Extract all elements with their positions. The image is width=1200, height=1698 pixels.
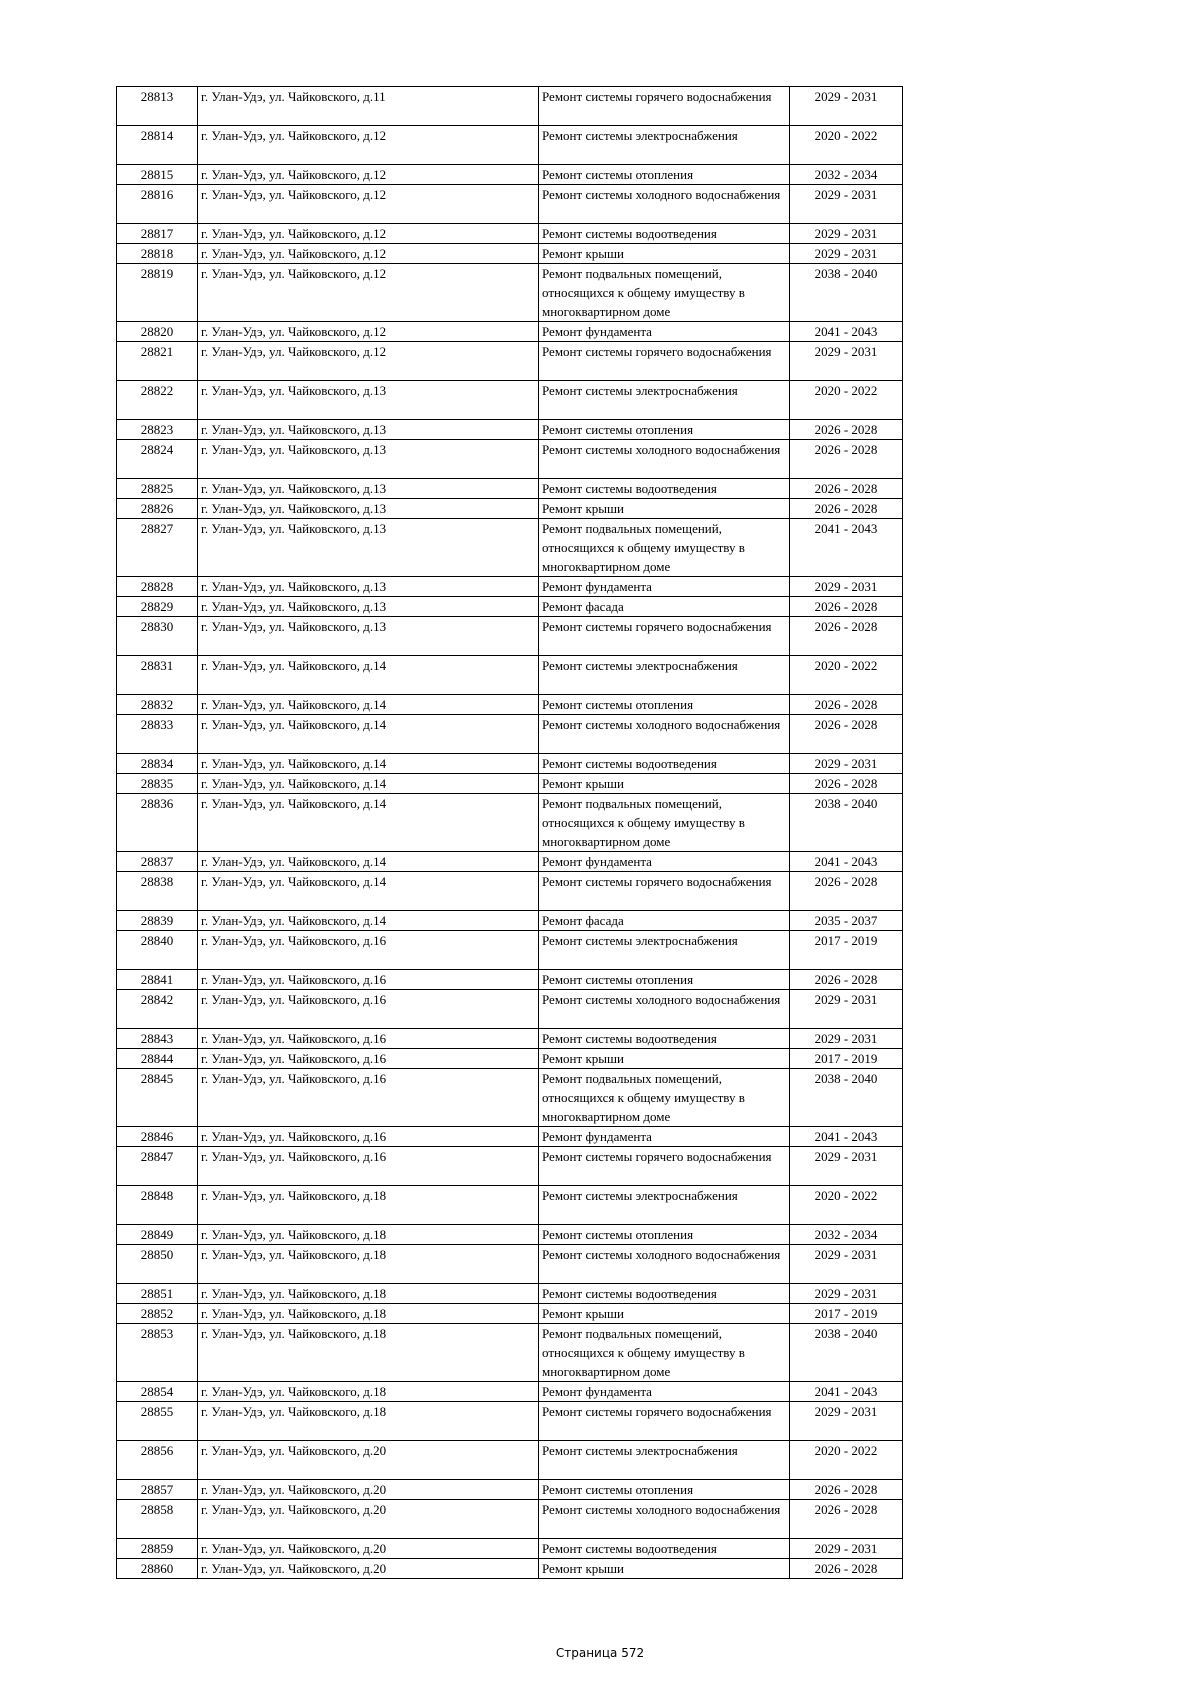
work-type-cell: Ремонт системы горячего водоснабжения bbox=[539, 1402, 790, 1441]
row-number-cell: 28844 bbox=[117, 1049, 198, 1069]
row-number-cell: 28853 bbox=[117, 1324, 198, 1382]
address-cell: г. Улан-Удэ, ул. Чайковского, д.18 bbox=[198, 1225, 539, 1245]
work-type-cell: Ремонт системы отопления bbox=[539, 695, 790, 715]
address-cell: г. Улан-Удэ, ул. Чайковского, д.18 bbox=[198, 1382, 539, 1402]
table-row bbox=[117, 1225, 903, 1245]
row-number-cell: 28854 bbox=[117, 1382, 198, 1402]
row-number-cell: 28837 bbox=[117, 852, 198, 872]
period-cell: 2017 - 2019 bbox=[790, 1304, 903, 1324]
work-type-cell: Ремонт системы холодного водоснабжения bbox=[539, 1245, 790, 1284]
table-row bbox=[117, 1147, 903, 1186]
work-type-cell: Ремонт фасада bbox=[539, 597, 790, 617]
table-row bbox=[117, 1441, 903, 1480]
period-cell: 2026 - 2028 bbox=[790, 617, 903, 656]
table-row bbox=[117, 224, 903, 244]
table-row bbox=[117, 872, 903, 911]
row-number-cell: 28851 bbox=[117, 1284, 198, 1304]
table-row bbox=[117, 695, 903, 715]
period-cell: 2041 - 2043 bbox=[790, 519, 903, 577]
repair-schedule-table bbox=[116, 86, 903, 1579]
period-cell: 2020 - 2022 bbox=[790, 381, 903, 420]
work-type-cell: Ремонт системы горячего водоснабжения bbox=[539, 87, 790, 126]
address-cell: г. Улан-Удэ, ул. Чайковского, д.12 bbox=[198, 126, 539, 165]
address-cell: г. Улан-Удэ, ул. Чайковского, д.16 bbox=[198, 1127, 539, 1147]
row-number-cell: 28816 bbox=[117, 185, 198, 224]
address-cell: г. Улан-Удэ, ул. Чайковского, д.13 bbox=[198, 440, 539, 479]
table-row bbox=[117, 754, 903, 774]
period-cell: 2032 - 2034 bbox=[790, 1225, 903, 1245]
work-type-cell: Ремонт системы электроснабжения bbox=[539, 1186, 790, 1225]
period-cell: 2029 - 2031 bbox=[790, 342, 903, 381]
address-cell: г. Улан-Удэ, ул. Чайковского, д.20 bbox=[198, 1441, 539, 1480]
address-cell: г. Улан-Удэ, ул. Чайковского, д.14 bbox=[198, 695, 539, 715]
table-row bbox=[117, 1324, 903, 1382]
table-row bbox=[117, 1186, 903, 1225]
table-row bbox=[117, 656, 903, 695]
work-type-cell: Ремонт системы горячего водоснабжения bbox=[539, 1147, 790, 1186]
table-row bbox=[117, 479, 903, 499]
period-cell: 2029 - 2031 bbox=[790, 244, 903, 264]
address-cell: г. Улан-Удэ, ул. Чайковского, д.14 bbox=[198, 774, 539, 794]
table-row bbox=[117, 381, 903, 420]
table-row bbox=[117, 322, 903, 342]
period-cell: 2038 - 2040 bbox=[790, 1069, 903, 1127]
period-cell: 2041 - 2043 bbox=[790, 1382, 903, 1402]
row-number-cell: 28846 bbox=[117, 1127, 198, 1147]
table-row bbox=[117, 1500, 903, 1539]
row-number-cell: 28841 bbox=[117, 970, 198, 990]
work-type-cell: Ремонт системы холодного водоснабжения bbox=[539, 715, 790, 754]
address-cell: г. Улан-Удэ, ул. Чайковского, д.13 bbox=[198, 381, 539, 420]
row-number-cell: 28836 bbox=[117, 794, 198, 852]
row-number-cell: 28848 bbox=[117, 1186, 198, 1225]
period-cell: 2029 - 2031 bbox=[790, 87, 903, 126]
table-row bbox=[117, 165, 903, 185]
table-row bbox=[117, 1480, 903, 1500]
period-cell: 2020 - 2022 bbox=[790, 1441, 903, 1480]
table-row bbox=[117, 1127, 903, 1147]
table-row bbox=[117, 126, 903, 165]
period-cell: 2017 - 2019 bbox=[790, 1049, 903, 1069]
period-cell: 2029 - 2031 bbox=[790, 185, 903, 224]
period-cell: 2038 - 2040 bbox=[790, 794, 903, 852]
address-cell: г. Улан-Удэ, ул. Чайковского, д.14 bbox=[198, 754, 539, 774]
period-cell: 2041 - 2043 bbox=[790, 322, 903, 342]
work-type-cell: Ремонт подвальных помещений, относящихся к общему имуществу в многоквартирном доме bbox=[539, 519, 790, 577]
address-cell: г. Улан-Удэ, ул. Чайковского, д.11 bbox=[198, 87, 539, 126]
row-number-cell: 28859 bbox=[117, 1539, 198, 1559]
table-row bbox=[117, 499, 903, 519]
table-row bbox=[117, 852, 903, 872]
table-row bbox=[117, 342, 903, 381]
period-cell: 2026 - 2028 bbox=[790, 1480, 903, 1500]
work-type-cell: Ремонт крыши bbox=[539, 1304, 790, 1324]
address-cell: г. Улан-Удэ, ул. Чайковского, д.20 bbox=[198, 1539, 539, 1559]
table-row bbox=[117, 990, 903, 1029]
row-number-cell: 28857 bbox=[117, 1480, 198, 1500]
work-type-cell: Ремонт подвальных помещений, относящихся к общему имуществу в многоквартирном доме bbox=[539, 1069, 790, 1127]
work-type-cell: Ремонт системы водоотведения bbox=[539, 1539, 790, 1559]
address-cell: г. Улан-Удэ, ул. Чайковского, д.18 bbox=[198, 1284, 539, 1304]
address-cell: г. Улан-Удэ, ул. Чайковского, д.13 bbox=[198, 499, 539, 519]
work-type-cell: Ремонт системы холодного водоснабжения bbox=[539, 185, 790, 224]
work-type-cell: Ремонт системы водоотведения bbox=[539, 1284, 790, 1304]
address-cell: г. Улан-Удэ, ул. Чайковского, д.13 bbox=[198, 617, 539, 656]
table-row bbox=[117, 1245, 903, 1284]
address-cell: г. Улан-Удэ, ул. Чайковского, д.16 bbox=[198, 1029, 539, 1049]
period-cell: 2026 - 2028 bbox=[790, 440, 903, 479]
work-type-cell: Ремонт фундамента bbox=[539, 577, 790, 597]
table-row bbox=[117, 597, 903, 617]
row-number-cell: 28827 bbox=[117, 519, 198, 577]
work-type-cell: Ремонт системы холодного водоснабжения bbox=[539, 990, 790, 1029]
work-type-cell: Ремонт системы отопления bbox=[539, 1480, 790, 1500]
row-number-cell: 28843 bbox=[117, 1029, 198, 1049]
address-cell: г. Улан-Удэ, ул. Чайковского, д.14 bbox=[198, 852, 539, 872]
period-cell: 2020 - 2022 bbox=[790, 126, 903, 165]
work-type-cell: Ремонт системы отопления bbox=[539, 970, 790, 990]
period-cell: 2026 - 2028 bbox=[790, 970, 903, 990]
row-number-cell: 28860 bbox=[117, 1559, 198, 1579]
table-row bbox=[117, 185, 903, 224]
row-number-cell: 28818 bbox=[117, 244, 198, 264]
table-row bbox=[117, 911, 903, 931]
address-cell: г. Улан-Удэ, ул. Чайковского, д.18 bbox=[198, 1245, 539, 1284]
document-page bbox=[116, 86, 902, 1579]
work-type-cell: Ремонт крыши bbox=[539, 1049, 790, 1069]
work-type-cell: Ремонт подвальных помещений, относящихся к общему имуществу в многоквартирном доме bbox=[539, 794, 790, 852]
table-row bbox=[117, 1049, 903, 1069]
work-type-cell: Ремонт системы водоотведения bbox=[539, 479, 790, 499]
row-number-cell: 28829 bbox=[117, 597, 198, 617]
row-number-cell: 28826 bbox=[117, 499, 198, 519]
row-number-cell: 28833 bbox=[117, 715, 198, 754]
work-type-cell: Ремонт системы отопления bbox=[539, 1225, 790, 1245]
row-number-cell: 28832 bbox=[117, 695, 198, 715]
row-number-cell: 28852 bbox=[117, 1304, 198, 1324]
address-cell: г. Улан-Удэ, ул. Чайковского, д.18 bbox=[198, 1304, 539, 1324]
work-type-cell: Ремонт системы холодного водоснабжения bbox=[539, 440, 790, 479]
address-cell: г. Улан-Удэ, ул. Чайковского, д.16 bbox=[198, 931, 539, 970]
work-type-cell: Ремонт системы водоотведения bbox=[539, 1029, 790, 1049]
address-cell: г. Улан-Удэ, ул. Чайковского, д.14 bbox=[198, 656, 539, 695]
period-cell: 2026 - 2028 bbox=[790, 597, 903, 617]
page-number: Страница 572 bbox=[555, 1646, 645, 1660]
work-type-cell: Ремонт системы горячего водоснабжения bbox=[539, 617, 790, 656]
period-cell: 2029 - 2031 bbox=[790, 1402, 903, 1441]
address-cell: г. Улан-Удэ, ул. Чайковского, д.14 bbox=[198, 872, 539, 911]
row-number-cell: 28856 bbox=[117, 1441, 198, 1480]
address-cell: г. Улан-Удэ, ул. Чайковского, д.14 bbox=[198, 911, 539, 931]
address-cell: г. Улан-Удэ, ул. Чайковского, д.16 bbox=[198, 970, 539, 990]
work-type-cell: Ремонт подвальных помещений, относящихся к общему имуществу в многоквартирном доме bbox=[539, 264, 790, 322]
table-row bbox=[117, 519, 903, 577]
period-cell: 2026 - 2028 bbox=[790, 420, 903, 440]
work-type-cell: Ремонт крыши bbox=[539, 244, 790, 264]
table-row bbox=[117, 1029, 903, 1049]
row-number-cell: 28831 bbox=[117, 656, 198, 695]
table-row bbox=[117, 617, 903, 656]
period-cell: 2032 - 2034 bbox=[790, 165, 903, 185]
table-row bbox=[117, 931, 903, 970]
row-number-cell: 28819 bbox=[117, 264, 198, 322]
work-type-cell: Ремонт системы отопления bbox=[539, 165, 790, 185]
table-row bbox=[117, 774, 903, 794]
period-cell: 2029 - 2031 bbox=[790, 1539, 903, 1559]
address-cell: г. Улан-Удэ, ул. Чайковского, д.16 bbox=[198, 1049, 539, 1069]
row-number-cell: 28847 bbox=[117, 1147, 198, 1186]
row-number-cell: 28838 bbox=[117, 872, 198, 911]
row-number-cell: 28845 bbox=[117, 1069, 198, 1127]
table-row bbox=[117, 1069, 903, 1127]
row-number-cell: 28834 bbox=[117, 754, 198, 774]
address-cell: г. Улан-Удэ, ул. Чайковского, д.13 bbox=[198, 577, 539, 597]
address-cell: г. Улан-Удэ, ул. Чайковского, д.18 bbox=[198, 1186, 539, 1225]
work-type-cell: Ремонт фундамента bbox=[539, 322, 790, 342]
work-type-cell: Ремонт крыши bbox=[539, 1559, 790, 1579]
table-row bbox=[117, 1304, 903, 1324]
address-cell: г. Улан-Удэ, ул. Чайковского, д.18 bbox=[198, 1324, 539, 1382]
period-cell: 2029 - 2031 bbox=[790, 754, 903, 774]
table-row bbox=[117, 264, 903, 322]
work-type-cell: Ремонт системы холодного водоснабжения bbox=[539, 1500, 790, 1539]
work-type-cell: Ремонт системы электроснабжения bbox=[539, 656, 790, 695]
address-cell: г. Улан-Удэ, ул. Чайковского, д.16 bbox=[198, 1147, 539, 1186]
row-number-cell: 28855 bbox=[117, 1402, 198, 1441]
row-number-cell: 28842 bbox=[117, 990, 198, 1029]
row-number-cell: 28850 bbox=[117, 1245, 198, 1284]
address-cell: г. Улан-Удэ, ул. Чайковского, д.18 bbox=[198, 1402, 539, 1441]
work-type-cell: Ремонт подвальных помещений, относящихся к общему имуществу в многоквартирном доме bbox=[539, 1324, 790, 1382]
work-type-cell: Ремонт системы электроснабжения bbox=[539, 931, 790, 970]
address-cell: г. Улан-Удэ, ул. Чайковского, д.12 bbox=[198, 342, 539, 381]
period-cell: 2017 - 2019 bbox=[790, 931, 903, 970]
row-number-cell: 28839 bbox=[117, 911, 198, 931]
period-cell: 2029 - 2031 bbox=[790, 1284, 903, 1304]
table-row bbox=[117, 1284, 903, 1304]
work-type-cell: Ремонт системы горячего водоснабжения bbox=[539, 342, 790, 381]
table-row bbox=[117, 1559, 903, 1579]
row-number-cell: 28814 bbox=[117, 126, 198, 165]
address-cell: г. Улан-Удэ, ул. Чайковского, д.20 bbox=[198, 1500, 539, 1539]
row-number-cell: 28835 bbox=[117, 774, 198, 794]
row-number-cell: 28813 bbox=[117, 87, 198, 126]
period-cell: 2026 - 2028 bbox=[790, 1559, 903, 1579]
row-number-cell: 28820 bbox=[117, 322, 198, 342]
table-row bbox=[117, 970, 903, 990]
address-cell: г. Улан-Удэ, ул. Чайковского, д.20 bbox=[198, 1480, 539, 1500]
address-cell: г. Улан-Удэ, ул. Чайковского, д.12 bbox=[198, 322, 539, 342]
work-type-cell: Ремонт системы водоотведения bbox=[539, 224, 790, 244]
period-cell: 2035 - 2037 bbox=[790, 911, 903, 931]
work-type-cell: Ремонт системы электроснабжения bbox=[539, 1441, 790, 1480]
table-row bbox=[117, 87, 903, 126]
period-cell: 2020 - 2022 bbox=[790, 1186, 903, 1225]
period-cell: 2029 - 2031 bbox=[790, 1029, 903, 1049]
row-number-cell: 28824 bbox=[117, 440, 198, 479]
address-cell: г. Улан-Удэ, ул. Чайковского, д.12 bbox=[198, 185, 539, 224]
row-number-cell: 28822 bbox=[117, 381, 198, 420]
period-cell: 2026 - 2028 bbox=[790, 872, 903, 911]
table-body bbox=[117, 87, 903, 1579]
address-cell: г. Улан-Удэ, ул. Чайковского, д.13 bbox=[198, 420, 539, 440]
work-type-cell: Ремонт фундамента bbox=[539, 852, 790, 872]
address-cell: г. Улан-Удэ, ул. Чайковского, д.12 bbox=[198, 224, 539, 244]
address-cell: г. Улан-Удэ, ул. Чайковского, д.16 bbox=[198, 990, 539, 1029]
period-cell: 2029 - 2031 bbox=[790, 1147, 903, 1186]
period-cell: 2026 - 2028 bbox=[790, 715, 903, 754]
period-cell: 2029 - 2031 bbox=[790, 577, 903, 597]
row-number-cell: 28858 bbox=[117, 1500, 198, 1539]
address-cell: г. Улан-Удэ, ул. Чайковского, д.12 bbox=[198, 264, 539, 322]
work-type-cell: Ремонт системы горячего водоснабжения bbox=[539, 872, 790, 911]
period-cell: 2029 - 2031 bbox=[790, 990, 903, 1029]
work-type-cell: Ремонт системы отопления bbox=[539, 420, 790, 440]
row-number-cell: 28815 bbox=[117, 165, 198, 185]
work-type-cell: Ремонт крыши bbox=[539, 774, 790, 794]
row-number-cell: 28825 bbox=[117, 479, 198, 499]
row-number-cell: 28840 bbox=[117, 931, 198, 970]
work-type-cell: Ремонт фасада bbox=[539, 911, 790, 931]
address-cell: г. Улан-Удэ, ул. Чайковского, д.13 bbox=[198, 479, 539, 499]
period-cell: 2026 - 2028 bbox=[790, 479, 903, 499]
address-cell: г. Улан-Удэ, ул. Чайковского, д.13 bbox=[198, 519, 539, 577]
address-cell: г. Улан-Удэ, ул. Чайковского, д.16 bbox=[198, 1069, 539, 1127]
table-row bbox=[117, 1539, 903, 1559]
table-row bbox=[117, 244, 903, 264]
work-type-cell: Ремонт фундамента bbox=[539, 1127, 790, 1147]
period-cell: 2026 - 2028 bbox=[790, 499, 903, 519]
period-cell: 2029 - 2031 bbox=[790, 1245, 903, 1284]
row-number-cell: 28830 bbox=[117, 617, 198, 656]
address-cell: г. Улан-Удэ, ул. Чайковского, д.12 bbox=[198, 244, 539, 264]
address-cell: г. Улан-Удэ, ул. Чайковского, д.14 bbox=[198, 794, 539, 852]
table-row bbox=[117, 440, 903, 479]
table-row bbox=[117, 420, 903, 440]
table-row bbox=[117, 1382, 903, 1402]
period-cell: 2041 - 2043 bbox=[790, 1127, 903, 1147]
row-number-cell: 28828 bbox=[117, 577, 198, 597]
period-cell: 2038 - 2040 bbox=[790, 1324, 903, 1382]
table-row bbox=[117, 577, 903, 597]
work-type-cell: Ремонт крыши bbox=[539, 499, 790, 519]
table-row bbox=[117, 1402, 903, 1441]
work-type-cell: Ремонт системы электроснабжения bbox=[539, 381, 790, 420]
address-cell: г. Улан-Удэ, ул. Чайковского, д.13 bbox=[198, 597, 539, 617]
address-cell: г. Улан-Удэ, ул. Чайковского, д.14 bbox=[198, 715, 539, 754]
row-number-cell: 28817 bbox=[117, 224, 198, 244]
work-type-cell: Ремонт системы электроснабжения bbox=[539, 126, 790, 165]
address-cell: г. Улан-Удэ, ул. Чайковского, д.20 bbox=[198, 1559, 539, 1579]
period-cell: 2038 - 2040 bbox=[790, 264, 903, 322]
table-row bbox=[117, 715, 903, 754]
row-number-cell: 28823 bbox=[117, 420, 198, 440]
table-row bbox=[117, 794, 903, 852]
work-type-cell: Ремонт системы водоотведения bbox=[539, 754, 790, 774]
period-cell: 2041 - 2043 bbox=[790, 852, 903, 872]
period-cell: 2029 - 2031 bbox=[790, 224, 903, 244]
address-cell: г. Улан-Удэ, ул. Чайковского, д.12 bbox=[198, 165, 539, 185]
period-cell: 2026 - 2028 bbox=[790, 695, 903, 715]
period-cell: 2020 - 2022 bbox=[790, 656, 903, 695]
period-cell: 2026 - 2028 bbox=[790, 1500, 903, 1539]
period-cell: 2026 - 2028 bbox=[790, 774, 903, 794]
row-number-cell: 28821 bbox=[117, 342, 198, 381]
work-type-cell: Ремонт фундамента bbox=[539, 1382, 790, 1402]
row-number-cell: 28849 bbox=[117, 1225, 198, 1245]
